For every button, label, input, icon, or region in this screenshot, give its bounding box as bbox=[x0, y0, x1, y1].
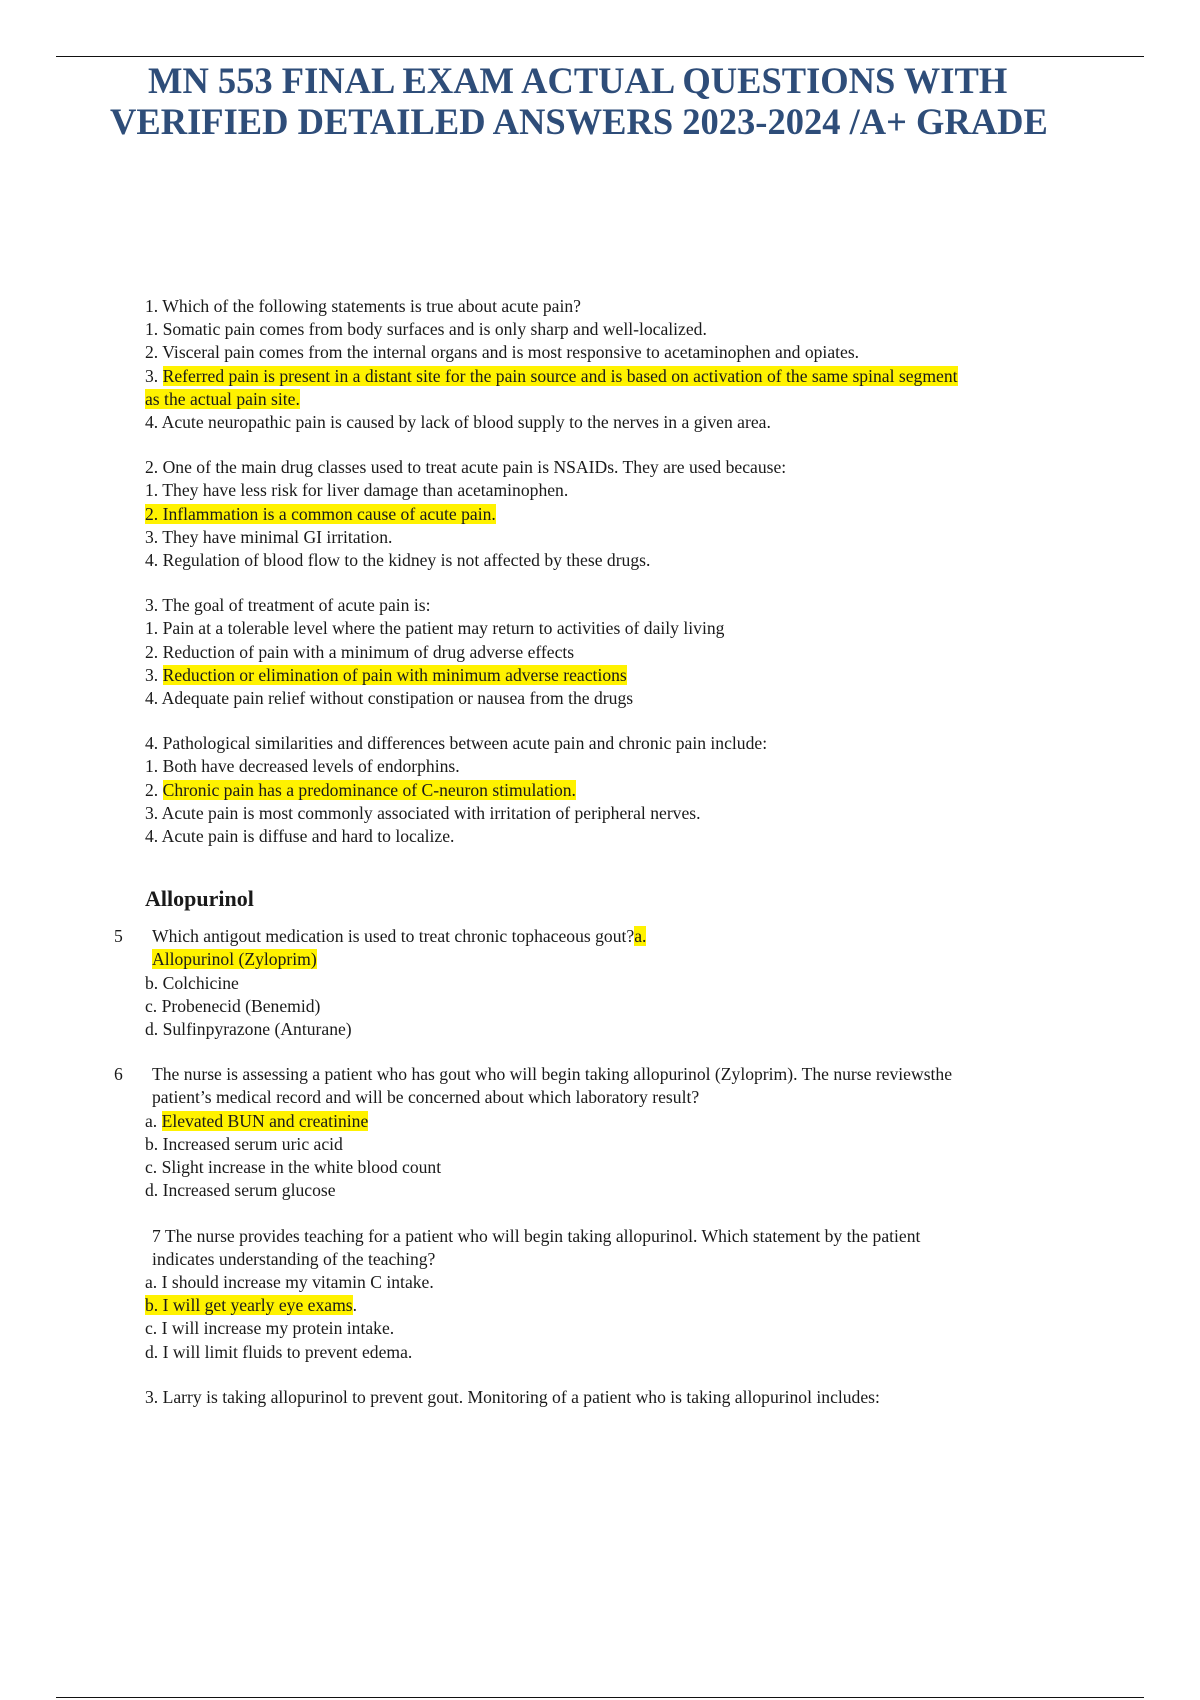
bottom-rule bbox=[56, 1697, 1144, 1698]
question-5 bbox=[0, 925, 1200, 1041]
question-stem: 2. One of the main drug classes used to treat acute pain is NSAIDs. They are used because: bbox=[145, 457, 787, 478]
option: 3. Acute pain is most commonly associated with irritation of peripheral nerves. bbox=[145, 802, 701, 823]
option-number: 2. bbox=[145, 779, 163, 800]
option-number: 3. bbox=[145, 664, 163, 685]
option: a. I should increase my vitamin C intake. bbox=[145, 1271, 434, 1292]
highlighted-answer: Chronic pain has a predominance of C-neuron stimulation. bbox=[162, 779, 576, 800]
option-correct-continued bbox=[0, 388, 1200, 411]
question-stem: 4. Pathological similarities and differences between acute pain and chronic pain include: bbox=[145, 733, 768, 754]
option-correct bbox=[0, 948, 1200, 971]
option: 1. Both have decreased levels of endorphins. bbox=[145, 756, 460, 777]
option: d. Increased serum glucose bbox=[145, 1180, 336, 1201]
highlighted-answer: Allopurinol (Zyloprim) bbox=[152, 949, 317, 970]
title-line-2: VERIFIED DETAILED ANSWERS 2023-2024 /A+ GRADE bbox=[110, 101, 1048, 142]
option-correct bbox=[0, 1110, 1200, 1133]
option: 1. They have less risk for liver damage than acetaminophen. bbox=[145, 480, 569, 501]
question-stem-continued: indicates understanding of the teaching? bbox=[152, 1248, 436, 1269]
option: c. I will increase my protein intake. bbox=[145, 1318, 395, 1339]
option-correct bbox=[0, 779, 1200, 802]
question-2 bbox=[0, 456, 1200, 572]
question-stem: 3. The goal of treatment of acute pain is: bbox=[145, 595, 431, 616]
option: 1. Somatic pain comes from body surfaces and is only sharp and well-localized. bbox=[145, 319, 707, 340]
option-letter: a. bbox=[145, 1110, 162, 1131]
question-stem: 7 The nurse provides teaching for a patient who will begin taking allopurinol. Which statement by the patient bbox=[152, 1225, 921, 1246]
highlighted-answer: Referred pain is present in a distant site for the pain source and is based on activation of the same spinal segment bbox=[162, 365, 958, 386]
option-correct bbox=[0, 664, 1200, 687]
question-stem-continued: patient’s medical record and will be concerned about which laboratory result? bbox=[152, 1087, 700, 1108]
option: 4. Adequate pain relief without constipation or nausea from the drugs bbox=[145, 688, 634, 709]
option: d. Sulfinpyrazone (Anturane) bbox=[145, 1019, 352, 1040]
question-8 bbox=[0, 1386, 1200, 1409]
highlighted-answer: a. bbox=[634, 926, 647, 947]
highlighted-answer: Elevated BUN and creatinine bbox=[161, 1110, 369, 1131]
option-suffix: . bbox=[352, 1295, 358, 1316]
question-stem bbox=[0, 925, 1200, 948]
question-stem: The nurse is assessing a patient who has gout who will begin taking allopurinol (Zyloprim). The nurse reviewsthe bbox=[152, 1064, 953, 1085]
highlighted-answer: as the actual pain site. bbox=[145, 388, 300, 409]
option-correct bbox=[0, 503, 1200, 526]
page-title bbox=[110, 60, 1110, 142]
option-number: 3. bbox=[145, 365, 163, 386]
option: 4. Regulation of blood flow to the kidney is not affected by these drugs. bbox=[145, 550, 651, 571]
option: c. Slight increase in the white blood count bbox=[145, 1157, 442, 1178]
option: c. Probenecid (Benemid) bbox=[145, 995, 321, 1016]
question-1 bbox=[0, 295, 1200, 434]
option: 3. They have minimal GI irritation. bbox=[145, 526, 393, 547]
option: 2. Reduction of pain with a minimum of drug adverse effects bbox=[145, 641, 575, 662]
top-rule bbox=[56, 56, 1144, 57]
question-stem-text: Which antigout medication is used to treat chronic tophaceous gout? bbox=[152, 926, 635, 947]
question-7 bbox=[0, 1225, 1200, 1364]
highlighted-answer: 2. Inflammation is a common cause of acute pain. bbox=[145, 503, 496, 524]
option: 1. Pain at a tolerable level where the patient may return to activities of daily living bbox=[145, 618, 725, 639]
option: 4. Acute pain is diffuse and hard to localize. bbox=[145, 826, 455, 847]
question-stem: 3. Larry is taking allopurinol to prevent gout. Monitoring of a patient who is taking allopurinol includes: bbox=[145, 1386, 880, 1407]
option: d. I will limit fluids to prevent edema. bbox=[145, 1341, 413, 1362]
section-heading: Allopurinol bbox=[145, 886, 254, 912]
question-6 bbox=[0, 1063, 1200, 1202]
option-correct bbox=[0, 365, 1200, 388]
question-4 bbox=[0, 732, 1200, 848]
option: b. Increased serum uric acid bbox=[145, 1133, 343, 1154]
question-number: 6 bbox=[114, 1064, 123, 1085]
option-correct bbox=[0, 1294, 1200, 1317]
option: b. Colchicine bbox=[145, 972, 239, 993]
option: 2. Visceral pain comes from the internal organs and is most responsive to acetaminophen and opiates. bbox=[145, 342, 860, 363]
option: 4. Acute neuropathic pain is caused by lack of blood supply to the nerves in a given area. bbox=[145, 412, 771, 433]
highlighted-answer: b. I will get yearly eye exams bbox=[145, 1295, 353, 1316]
question-number: 5 bbox=[114, 926, 123, 947]
highlighted-answer: Reduction or elimination of pain with minimum adverse reactions bbox=[162, 664, 627, 685]
question-3 bbox=[0, 594, 1200, 710]
question-stem: 1. Which of the following statements is true about acute pain? bbox=[145, 296, 581, 316]
document-body bbox=[0, 295, 1200, 1409]
title-line-1: MN 553 FINAL EXAM ACTUAL QUESTIONS WITH bbox=[148, 60, 1008, 101]
